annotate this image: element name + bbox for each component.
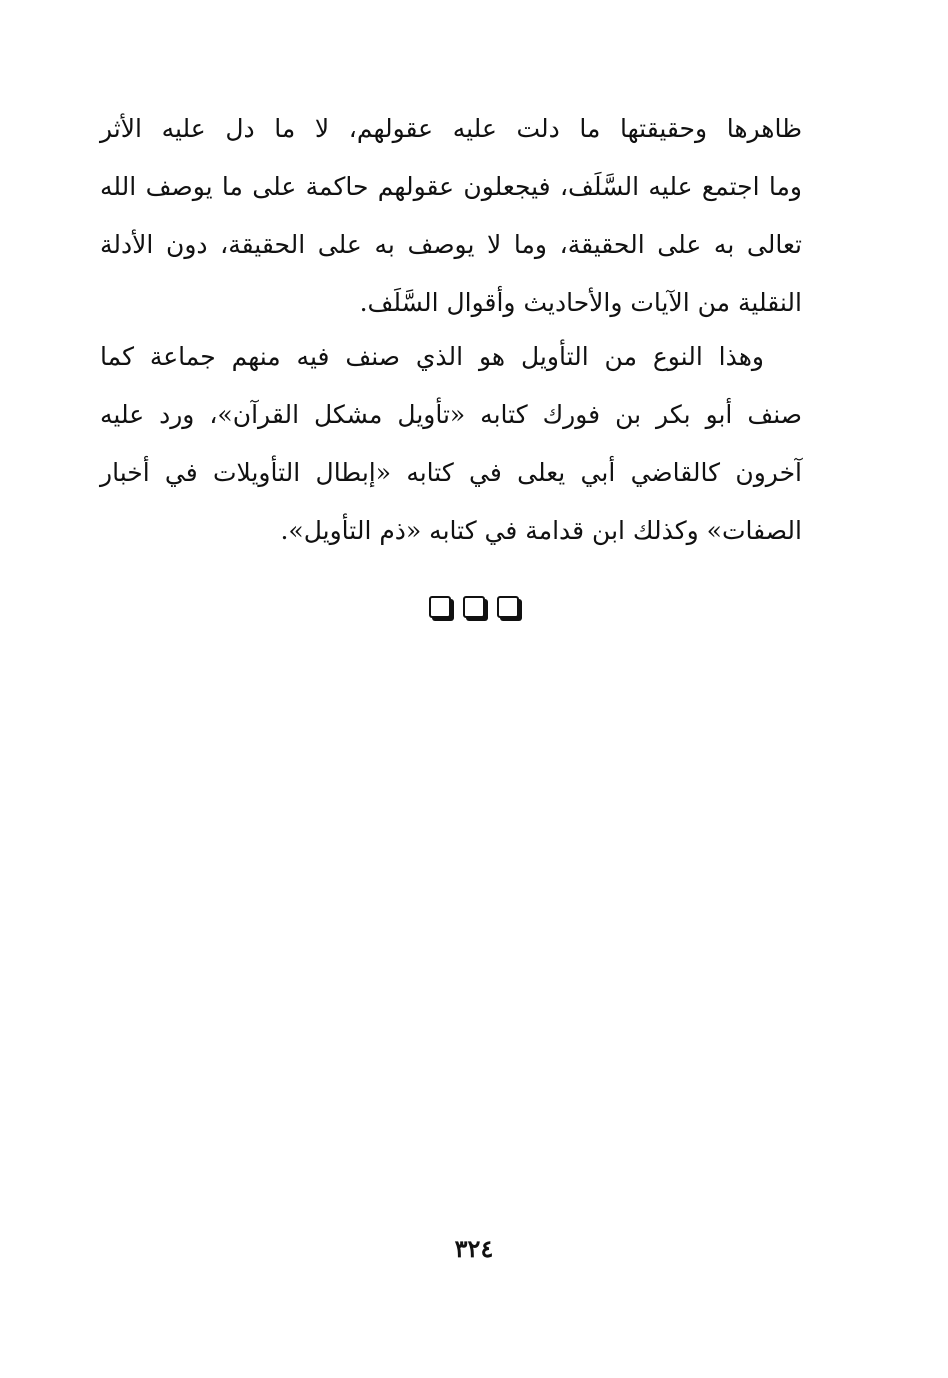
- text-line: تعالى به على الحقيقة، وما لا يوصف به على الحقيقة، دون الأدلة: [100, 230, 802, 259]
- text-line: وما اجتمع عليه السَّلَف، فيجعلون عقولهم حاكمة على ما يوصف الله: [100, 172, 802, 201]
- square-box-icon: [497, 596, 519, 618]
- text-line: الصفات» وكذلك ابن قدامة في كتابه «ذم التأويل».: [280, 516, 802, 545]
- text-line: ظاهرها وحقيقتها ما دلت عليه عقولهم، لا ما دل عليه الأثر: [100, 114, 802, 143]
- text-line: صنف أبو بكر بن فورك كتابه «تأويل مشكل القرآن»، ورد عليه: [100, 400, 802, 429]
- text-line: وهذا النوع من التأويل هو الذي صنف فيه منهم جماعة كما: [100, 342, 764, 371]
- paragraph-2: [100, 328, 802, 560]
- text-line: آخرون كالقاضي أبي يعلى في كتابه «إبطال التأويلات في أخبار: [100, 458, 802, 487]
- section-separator: [0, 596, 948, 618]
- square-box-icon: [429, 596, 451, 618]
- square-box-icon: [463, 596, 485, 618]
- text-line: النقلية من الآيات والأحاديث وأقوال السَّلَف.: [359, 288, 802, 317]
- paragraph-1: [100, 100, 802, 332]
- page-number: ٣٢٤: [454, 1234, 494, 1263]
